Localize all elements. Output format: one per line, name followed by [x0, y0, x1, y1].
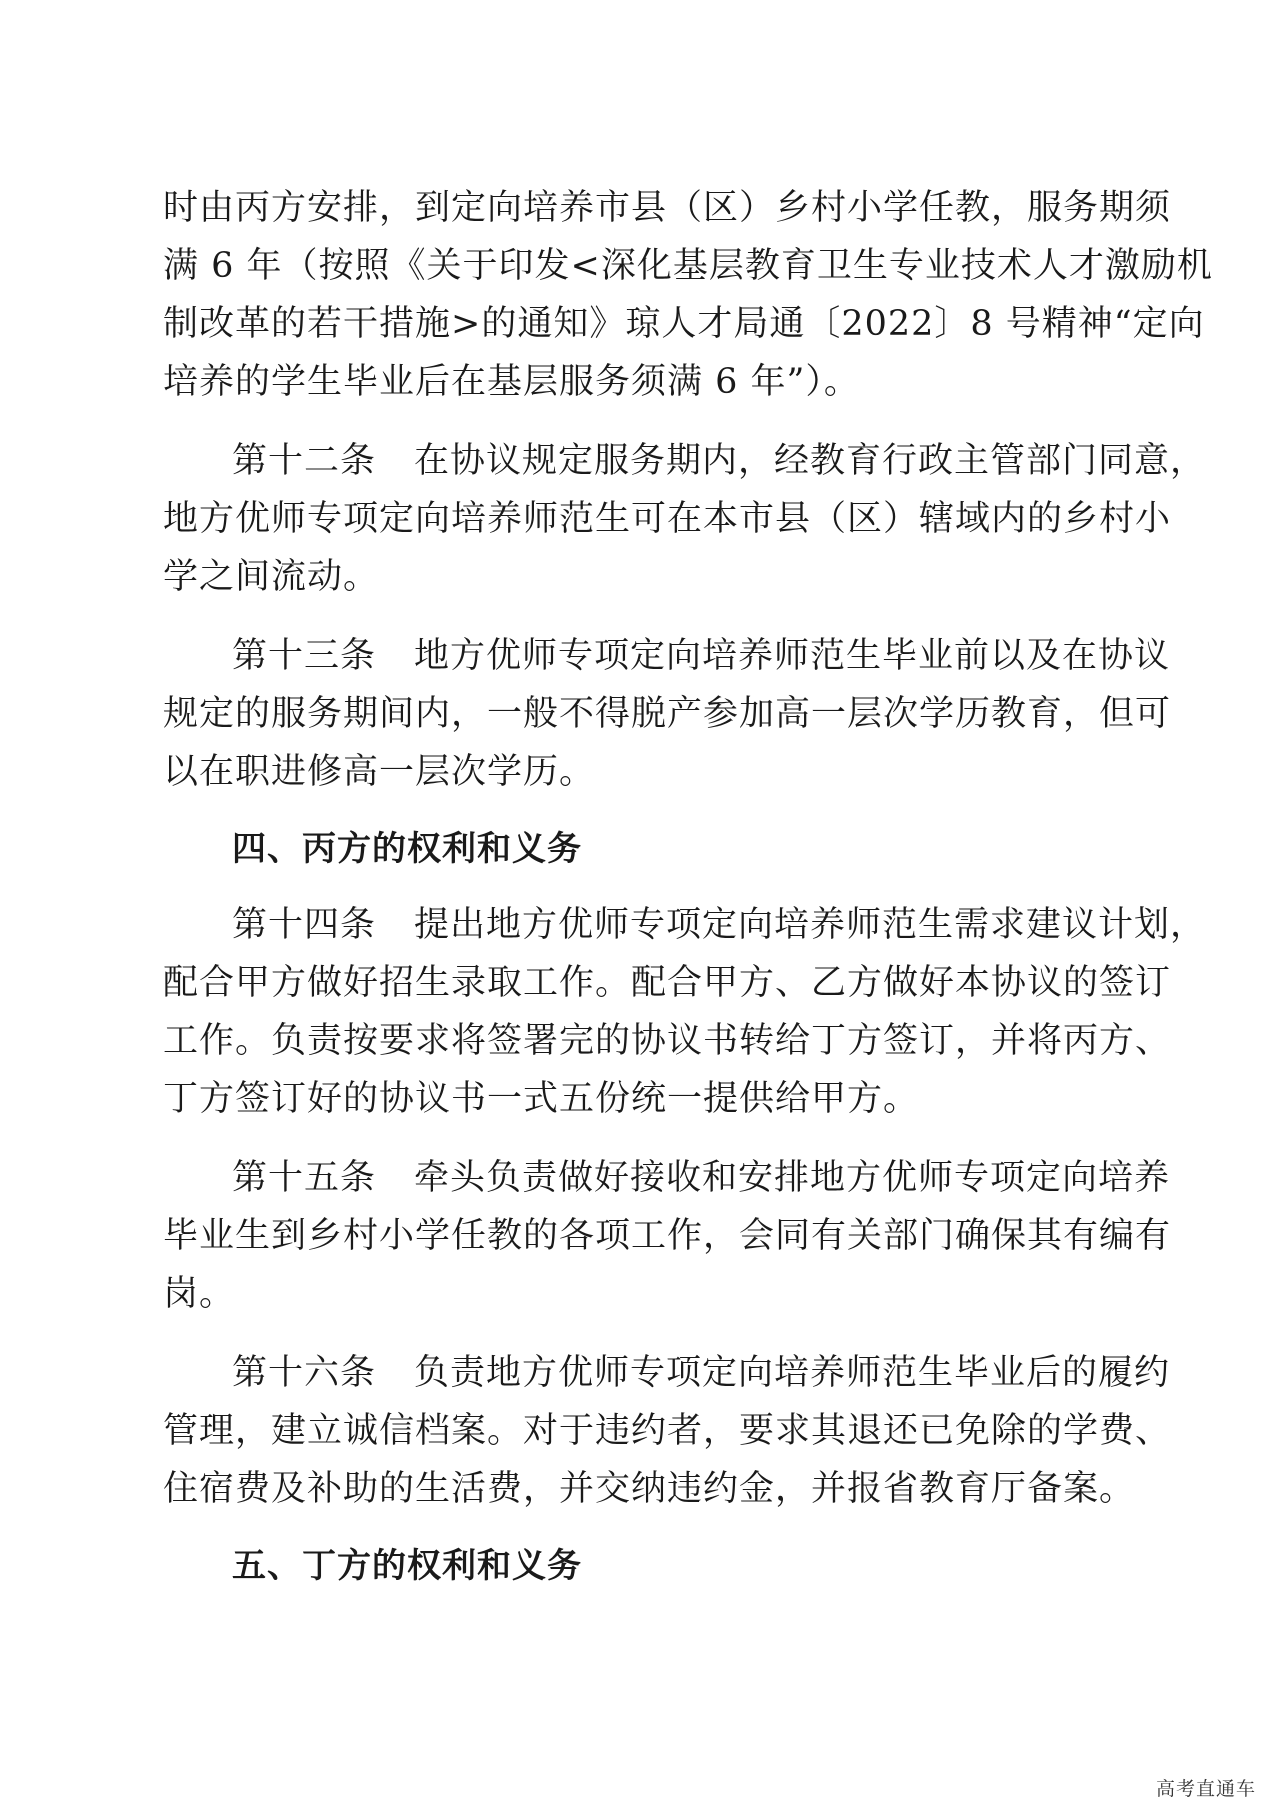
section-heading: 五、丁方的权利和义务: [232, 1546, 582, 1586]
article-16-text: 负责地方优师专项定向培养师范生毕业后的履约: [414, 1353, 1171, 1393]
article-12-first-line: [232, 436, 1207, 486]
article-13-first-line: [232, 631, 1171, 681]
text-line: 学之间流动。: [163, 557, 380, 597]
article-13-number: 第十三条: [232, 636, 377, 676]
watermark: 高考直通车: [1155, 1778, 1256, 1800]
section-heading: 四、丙方的权利和义务: [232, 829, 582, 869]
article-16-number: 第十六条: [232, 1353, 377, 1393]
text-line: 制改革的若干措施>的通知》琼人才局通〔2022〕8 号精神“定向: [163, 304, 1205, 344]
text-line: 地方优师专项定向培养师范生可在本市县（区）辖域内的乡村小: [163, 499, 1172, 539]
text-line: 配合甲方做好招生录取工作。配合甲方、乙方做好本协议的签订: [163, 963, 1172, 1003]
text-line: 满 6 年（按照《关于印发<深化基层教育卫生专业技术人才激励机: [163, 246, 1213, 286]
text-line: 毕业生到乡村小学任教的各项工作，会同有关部门确保其有编有: [163, 1216, 1172, 1256]
article-14-first-line: [232, 900, 1207, 950]
article-14-text: 提出地方优师专项定向培养师范生需求建议计划，: [414, 905, 1207, 945]
article-16-first-line: [232, 1348, 1171, 1398]
text-line: 管理，建立诚信档案。对于违约者，要求其退还已免除的学费、: [163, 1411, 1172, 1451]
article-15-first-line: [232, 1153, 1171, 1203]
article-14-number: 第十四条: [232, 905, 377, 945]
article-15-number: 第十五条: [232, 1158, 377, 1198]
article-12-text: 在协议规定服务期内，经教育行政主管部门同意，: [414, 441, 1207, 481]
text-line: 岗。: [163, 1274, 236, 1314]
article-12-number: 第十二条: [232, 441, 377, 481]
text-line: 丁方签订好的协议书一式五份统一提供给甲方。: [163, 1079, 920, 1119]
text-line: 以在职进修高一层次学历。: [163, 752, 596, 792]
text-line: 培养的学生毕业后在基层服务须满 6 年”）。: [163, 362, 860, 402]
article-15-text: 牵头负责做好接收和安排地方优师专项定向培养: [414, 1158, 1171, 1198]
text-line: 工作。负责按要求将签署完的协议书转给丁方签订，并将丙方、: [163, 1021, 1172, 1061]
text-line: 规定的服务期间内，一般不得脱产参加高一层次学历教育，但可: [163, 694, 1172, 734]
text-line: 住宿费及补助的生活费，并交纳违约金，并报省教育厅备案。: [163, 1469, 1136, 1509]
article-13-text: 地方优师专项定向培养师范生毕业前以及在协议: [414, 636, 1171, 676]
text-line: 时由丙方安排，到定向培养市县（区）乡村小学任教，服务期须: [163, 188, 1172, 228]
